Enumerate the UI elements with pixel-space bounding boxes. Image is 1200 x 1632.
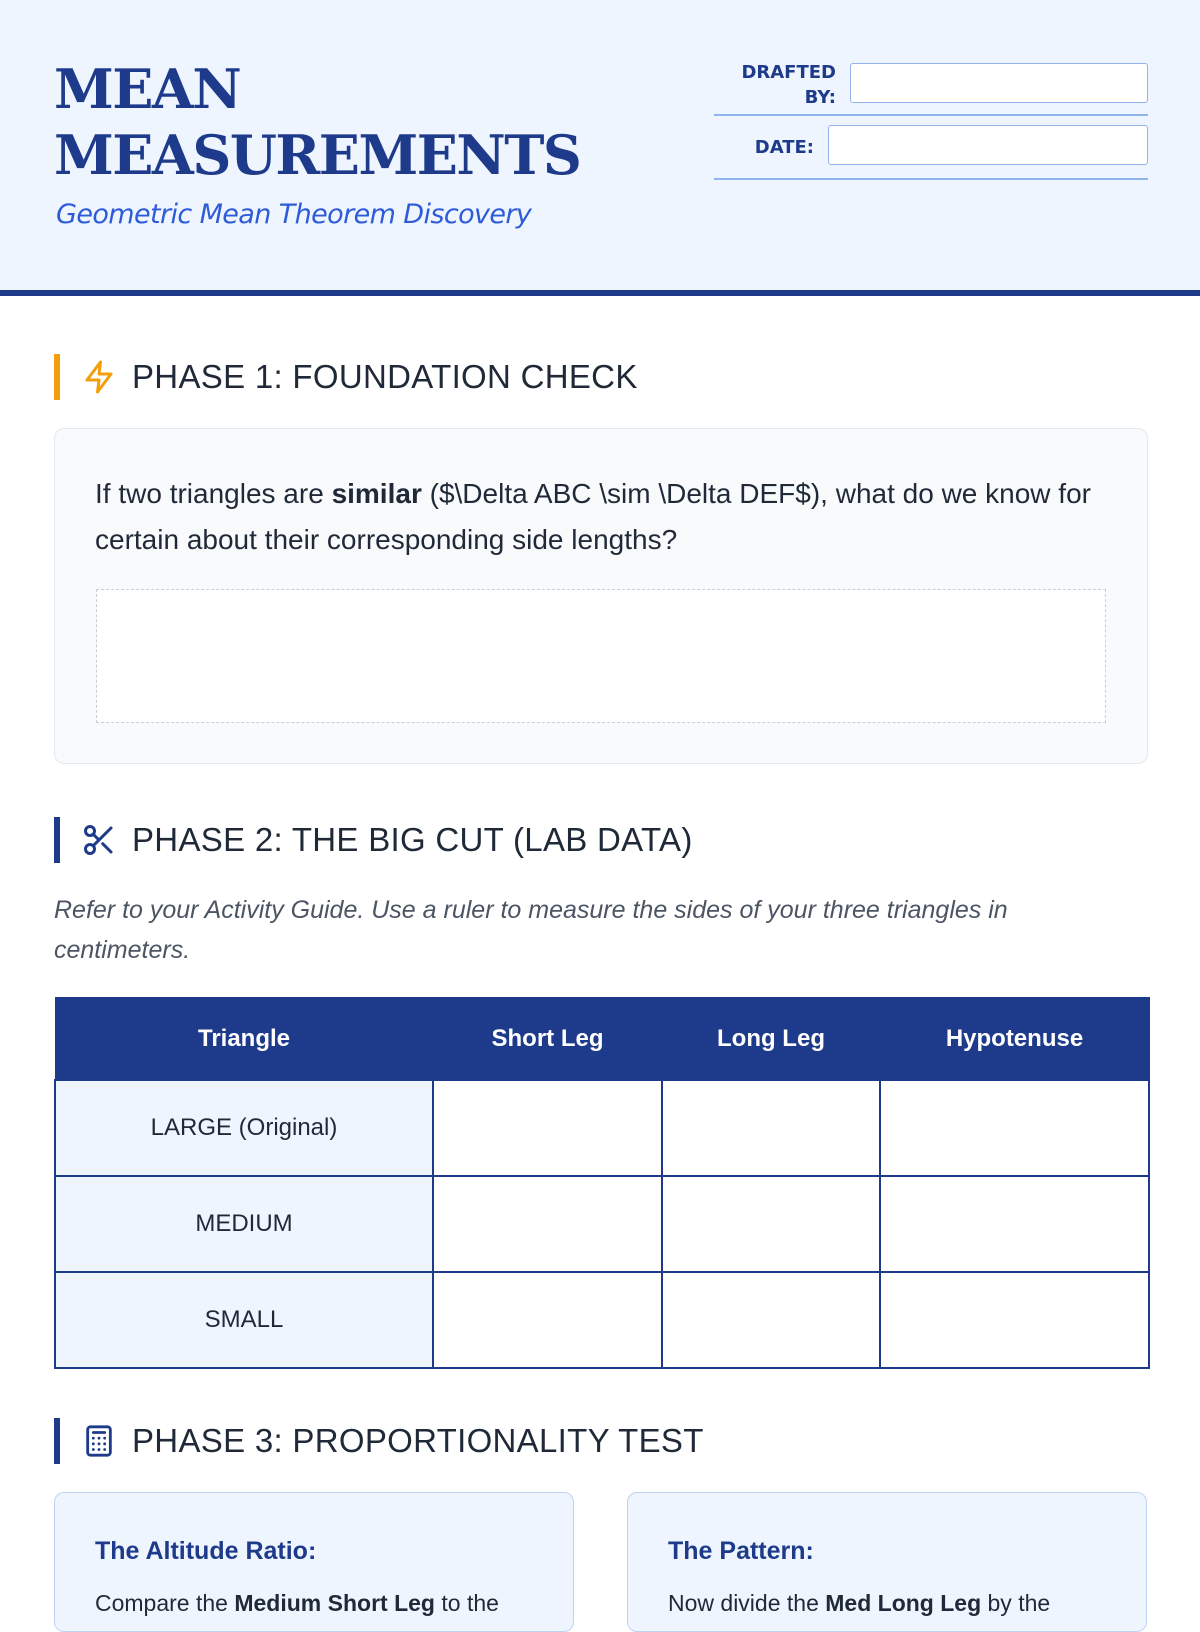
- date-row: [714, 116, 1148, 180]
- question-text-after: ($\Delta ABC \sim \Delta DEF$), what do we know for certain about their corresponding side lengths?: [95, 478, 1091, 555]
- altitude-ratio-title: The Altitude Ratio:: [95, 1537, 317, 1565]
- row-label-small: SMALL: [55, 1272, 433, 1368]
- cell-large-long-leg[interactable]: [662, 1080, 880, 1176]
- date-field[interactable]: [828, 125, 1148, 165]
- title-line-1: MEAN: [54, 57, 241, 121]
- table-row: [55, 1080, 1149, 1176]
- worksheet-meta: [714, 56, 1148, 180]
- pattern-text: [668, 1585, 1108, 1621]
- column-header-triangle: Triangle: [55, 998, 433, 1081]
- worksheet-header: [0, 0, 1200, 296]
- lightning-icon: [80, 358, 118, 396]
- cell-small-short-leg[interactable]: [433, 1272, 662, 1368]
- drafted-by-label: DRAFTED BY:: [741, 62, 836, 108]
- drafted-by-row: [714, 56, 1148, 116]
- table-row: [55, 1176, 1149, 1272]
- phase1-answer-box[interactable]: [96, 589, 1106, 723]
- pattern-card: [627, 1492, 1147, 1632]
- phase2-accent-bar: [54, 817, 60, 863]
- question-text-before: If two triangles are: [95, 478, 332, 509]
- phase1-heading: [54, 354, 638, 400]
- row-label-medium: MEDIUM: [55, 1176, 433, 1272]
- phase1-question: [95, 471, 1095, 563]
- phase3-heading: [54, 1418, 704, 1464]
- page-subtitle: Geometric Mean Theorem Discovery: [56, 199, 532, 230]
- table-row: [55, 1272, 1149, 1368]
- cell-medium-hypotenuse[interactable]: [880, 1176, 1149, 1272]
- column-header-short-leg: Short Leg: [433, 998, 662, 1081]
- phase2-heading: [54, 817, 693, 863]
- title-line-2: MEASUREMENTS: [54, 123, 581, 187]
- phase3-title: PHASE 3: PROPORTIONALITY TEST: [132, 1422, 704, 1459]
- phase3-accent-bar: [54, 1418, 60, 1464]
- row-label-large: LARGE (Original): [55, 1080, 433, 1176]
- pattern-title: The Pattern:: [668, 1537, 814, 1565]
- phase1-question-card: [54, 428, 1148, 764]
- phase1-accent-bar: [54, 354, 60, 400]
- drafted-by-field[interactable]: [850, 63, 1148, 103]
- calculator-icon: [80, 1422, 118, 1460]
- cell-small-long-leg[interactable]: [662, 1272, 880, 1368]
- phase2-title: PHASE 2: THE BIG CUT (LAB DATA): [132, 821, 693, 858]
- lab-data-table: [54, 997, 1150, 1369]
- cell-large-short-leg[interactable]: [433, 1080, 662, 1176]
- card-text-after: to the: [434, 1590, 499, 1616]
- column-header-hypotenuse: Hypotenuse: [880, 998, 1149, 1081]
- card-text-after: by the: [981, 1590, 1051, 1616]
- question-text-bold: similar: [331, 478, 422, 509]
- cell-medium-long-leg[interactable]: [662, 1176, 880, 1272]
- phase1-title: PHASE 1: FOUNDATION CHECK: [132, 358, 638, 395]
- altitude-ratio-card: [54, 1492, 574, 1632]
- table-header-row: [55, 998, 1149, 1081]
- phase2-instructions: Refer to your Activity Guide. Use a ruler to measure the sides of your three triangles in centimeters.: [54, 896, 1008, 964]
- cell-small-hypotenuse[interactable]: [880, 1272, 1149, 1368]
- card-text-before: Now divide the: [668, 1590, 826, 1616]
- page-title: [54, 56, 580, 188]
- altitude-ratio-text: [95, 1585, 535, 1621]
- scissors-icon: [80, 821, 118, 859]
- card-text-bold: Med Long Leg: [825, 1590, 982, 1616]
- card-text-before: Compare the: [95, 1590, 235, 1616]
- column-header-long-leg: Long Leg: [662, 998, 880, 1081]
- cell-medium-short-leg[interactable]: [433, 1176, 662, 1272]
- cell-large-hypotenuse[interactable]: [880, 1080, 1149, 1176]
- date-label: DATE:: [754, 136, 814, 158]
- card-text-bold: Medium Short Leg: [234, 1590, 435, 1616]
